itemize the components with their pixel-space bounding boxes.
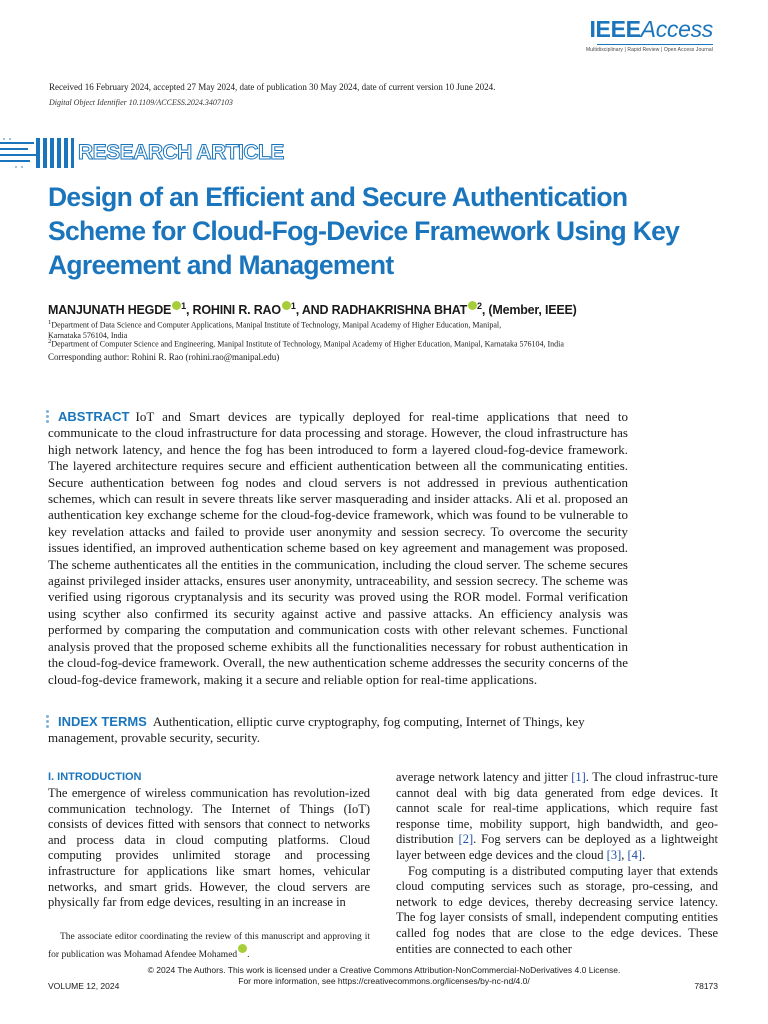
received-dates: Received 16 February 2024, accepted 27 May 2024, date of publication 30 May 2024, date of current version 10 June 2024. <box>49 82 496 92</box>
section-heading: I. INTRODUCTION <box>48 771 142 783</box>
text-run: . Fog servers can be deployed as a lightweight layer between edge devices and the cloud <box>396 832 718 862</box>
paper-title: Design of an Efficient and Secure Authentication Scheme for Cloud-Fog-Device Framework Using Key Agreement and Management <box>48 182 680 280</box>
abstract <box>48 409 628 688</box>
corresponding-author: Corresponding author: Rohini R. Rao (rohini.rao@manipal.edu) <box>48 352 280 362</box>
orcid-icon[interactable] <box>172 301 181 310</box>
index-terms <box>48 714 628 747</box>
author-name: MANJUNATH HEGDE <box>48 303 172 318</box>
affiliation-text: Department of Computer Science and Engineering, Manipal Institute of Technology, Manipal Academy of Higher Education, Manipal, Karnataka 576104, India <box>51 339 564 349</box>
intro-column-2 <box>396 770 718 957</box>
citation-link[interactable]: [3] <box>606 847 622 862</box>
affiliation-marker: 1 <box>290 301 296 311</box>
text-run: , <box>621 847 628 862</box>
intro-column-1: The emergence of wireless communication has revolution-ized communication technology. The Internet of Things (IoT) consists of devices fitted with sensors that connect to networks and process data in cloud computing platforms. Cloud computing provides unlimited storage and processing infrastructure for applications like smart homes, vehicular networks, and smart grids. However, the cloud servers are physically far from edge devices, resulting in an increase in <box>48 786 370 910</box>
page-number: 78173 <box>694 981 718 991</box>
affiliation-marker: 2 <box>477 301 482 311</box>
footnote-text: The associate editor coordinating the review of this manuscript and approving it for publication was Mohamad Afendee Mohamed <box>48 932 370 960</box>
affiliation-text: Karnataka 576104, India <box>48 330 128 340</box>
license-url[interactable]: For more information, see https://creativecommons.org/licenses/by-nc-nd/4.0/ <box>238 976 530 986</box>
logo-tagline: Multidisciplinary | Rapid Review | Open Access Journal <box>586 47 713 53</box>
orcid-icon[interactable] <box>282 301 291 310</box>
abstract-label: ABSTRACT <box>58 409 130 424</box>
author-suffix: (Member, IEEE) <box>488 303 577 318</box>
affiliation-marker: 1 <box>181 301 186 311</box>
logo-ieee: IEEE <box>589 16 641 42</box>
volume-label: VOLUME 12, 2024 <box>48 981 120 991</box>
section-dots-icon <box>46 410 49 425</box>
section-dots-icon <box>46 715 49 730</box>
affiliation-number: 2 <box>48 338 52 345</box>
author-name: ROHINI R. RAO <box>192 303 281 318</box>
orcid-icon[interactable] <box>468 301 477 310</box>
text-run: . <box>642 847 646 862</box>
article-type-label: RESEARCH ARTICLE <box>78 141 284 164</box>
journal-logo <box>586 18 713 53</box>
citation-link[interactable]: [4] <box>627 847 643 862</box>
citation-link[interactable]: [1] <box>571 770 586 784</box>
logo-rule <box>597 44 713 45</box>
affiliation-2 <box>48 337 564 350</box>
author-name: AND RADHAKRISHNA BHAT <box>301 303 468 318</box>
affiliation-number: 1 <box>48 319 52 326</box>
author-list: MANJUNATH HEGDE $^1$, ROHINI R. RAO $^1$, AND RADHAKRISHNA BHAT $^2$, (Member, IEEE) <box>48 301 577 318</box>
paragraph: Fog computing is a distributed computing layer that extends cloud computing services such as storage, pro-cessing, and network to edge devices, thereby decreasing service latency. The fog layer consists of small, independent computing entities called fog nodes that are close to the edge devices. These entities are connected to each other <box>396 863 718 956</box>
orcid-icon[interactable] <box>238 944 247 953</box>
affiliation-text: Department of Data Science and Computer Applications, Manipal Institute of Technology, Manipal Academy of Higher Education, Manipal, <box>51 320 502 330</box>
citation-link[interactable]: [2] <box>458 832 474 847</box>
index-terms-label: INDEX TERMS <box>58 714 147 729</box>
logo-access: Access <box>640 16 713 42</box>
banner-stripes-icon <box>0 136 76 172</box>
text-run: . The cloud infrastruc-ture cannot deal with big data generated from edge devices. It cannot scale for real-time applications, which require fast response time, mobility support, high bandwidth, and geo-distribution <box>396 770 718 847</box>
text-run: average network latency and jitter <box>396 770 572 784</box>
license-line: © 2024 The Authors. This work is licensed under a Creative Commons Attribution-NonCommercial-NoDerivatives 4.0 License. <box>147 965 621 975</box>
index-terms-text: Authentication, elliptic curve cryptography, fog computing, Internet of Things, key management, provable security, security. <box>48 714 585 746</box>
doi: Digital Object Identifier 10.1109/ACCESS.2024.3407103 <box>49 98 233 107</box>
paragraph <box>396 770 718 864</box>
editor-footnote: The associate editor coordinating the review of this manuscript and approving it for publication was Mohamad Afendee Mohamed . <box>48 932 370 960</box>
abstract-text: IoT and Smart devices are typically deployed for real-time applications that need to communicate to the cloud infrastructure for data processing and storage. However, the cloud infrastructure has high network latency, and hence the fog has been introduced to form a layered cloud-fog-device framework. The layered architecture requires secure and efficient authentication between all the communicating entities. Secure authentication between fog nodes and cloud servers is not addressed in previous authentication schemes, which can result in severe threats like server masquerading and insider attacks. Ali et al. proposed an authentication key exchange scheme for the cloud-fog-device framework, which was found to be vulnerable to key revelation attacks and failed to provide user anonymity and session secrecy. To overcome the security issues identified, an improved authentication scheme based on key agreement and management was proposed. The scheme authenticates all the entities in the communication, including the cloud server. The scheme secures against privileged insider attacks, ensures user anonymity, untraceability, and session secrecy. The scheme was verified using rigorous cryptanalysis and its security was proved using the ROR model. Formal verification using scyther also confirmed its security against active and passive attacks. An efficiency analysis was performed by comparing the computation and communication costs with other relevant schemes. Functional analysis proved that the proposed scheme exhibits all the functionalities necessary for robust authentication in the cloud-fog-device framework. Overall, the new authentication scheme addresses the security concerns of the cloud-fog-device framework, making it a secure and reliable option for real-time applications. <box>48 409 628 687</box>
